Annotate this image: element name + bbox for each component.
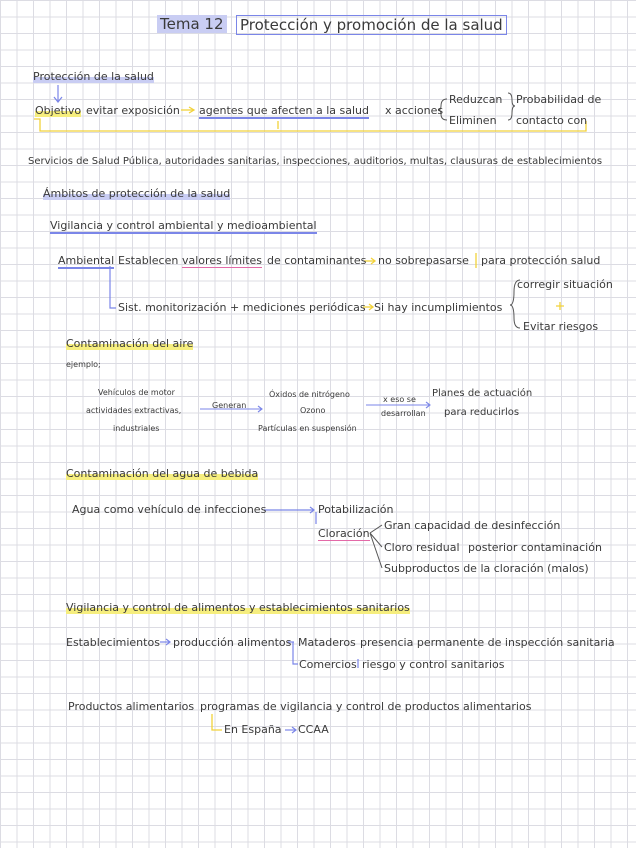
ccaa-text: CCAA bbox=[298, 723, 329, 736]
ejemplo-text: ejemplo; bbox=[66, 360, 101, 369]
product-2: Ozono bbox=[300, 406, 326, 415]
cloracion-item-3: posterior contaminación bbox=[468, 541, 602, 554]
comercios-text: Comercios bbox=[299, 658, 357, 671]
objetivo-label: Objetivo bbox=[35, 104, 82, 117]
objetivo-text: evitar exposición bbox=[86, 104, 180, 117]
page-title: Protección y promoción de la salud bbox=[236, 15, 507, 35]
agentes-text: agentes que afecten a la salud bbox=[199, 104, 369, 117]
planes-1: Planes de actuación bbox=[432, 388, 533, 399]
vehiculo-text: Agua como vehículo de infecciones bbox=[72, 503, 267, 516]
establecen-text: Establecen bbox=[118, 254, 179, 267]
presencia-text: presencia permanente de inspección sanitaria bbox=[360, 636, 615, 649]
section-heading-proteccion: Protección de la salud bbox=[33, 70, 154, 83]
produccion-text: producción alimentos bbox=[173, 636, 292, 649]
source-2: actividades extractivas, bbox=[86, 406, 182, 415]
riesgo-text: riesgo y control sanitarios bbox=[362, 658, 505, 671]
mataderos-text: Mataderos bbox=[298, 636, 356, 649]
productos-text: Productos alimentarios bbox=[68, 700, 195, 713]
cloracion-text: Cloración bbox=[318, 527, 370, 540]
planes-2: para reducirlos bbox=[444, 407, 520, 418]
corregir-text: corregir situación bbox=[517, 278, 613, 291]
product-1: Óxidos de nitrógeno bbox=[269, 390, 350, 399]
vigilancia-heading: Vigilancia y control ambiental y medioambiental bbox=[50, 219, 317, 232]
source-1: Vehículos de motor bbox=[98, 388, 175, 397]
reduzcan-text: Reduzcan bbox=[449, 93, 503, 106]
topic-number: Tema 12 bbox=[157, 15, 227, 33]
agua-heading: Contaminación del agua de bebida bbox=[66, 467, 259, 480]
cloracion-item-2: Cloro residual bbox=[384, 541, 460, 554]
potabilizacion-text: Potabilización bbox=[318, 503, 394, 516]
desarrollan-text: desarrollan bbox=[381, 409, 426, 418]
x-eso-text: x eso se bbox=[383, 395, 416, 404]
source-3: industriales bbox=[113, 424, 160, 433]
aire-heading: Contaminación del aire bbox=[66, 337, 194, 350]
cloracion-item-1: Gran capacidad de desinfección bbox=[384, 519, 561, 532]
programas-text: programas de vigilancia y control de productos alimentarios bbox=[200, 700, 532, 713]
valores-limites-text: valores límites bbox=[182, 254, 263, 267]
ambiental-label: Ambiental bbox=[58, 254, 115, 267]
probabilidad-text: Probabilidad de bbox=[516, 93, 602, 106]
evitar-riesgos-text: Evitar riesgos bbox=[523, 320, 599, 333]
contacto-text: contacto con bbox=[516, 114, 588, 127]
eliminen-text: Eliminen bbox=[449, 114, 497, 127]
establecimientos-text: Establecimientos bbox=[66, 636, 160, 649]
alimentos-heading: Vigilancia y control de alimentos y establecimientos sanitarios bbox=[66, 601, 410, 614]
acciones-text: x acciones bbox=[385, 104, 444, 117]
espana-text: En España bbox=[224, 723, 282, 736]
contaminantes-text: de contaminantes bbox=[267, 254, 367, 267]
servicios-text: Servicios de Salud Pública, autoridades sanitarias, inspecciones, auditorios, multas, clausuras de establecimientos bbox=[28, 156, 603, 167]
generan-text: Generan bbox=[212, 401, 247, 410]
monitorizacion-text: Sist. monitorización + mediciones periódicas bbox=[118, 301, 366, 314]
cloracion-item-4: Subproductos de la cloración (malos) bbox=[384, 562, 589, 575]
incumplimientos-text: Si hay incumplimientos bbox=[374, 301, 503, 314]
ambitos-heading: Ámbitos de protección de la salud bbox=[43, 187, 231, 200]
proteccion-salud-text: para protección salud bbox=[481, 254, 601, 267]
no-sobrepasarse-text: no sobrepasarse bbox=[378, 254, 469, 267]
product-3: Partículas en suspensión bbox=[258, 424, 357, 433]
